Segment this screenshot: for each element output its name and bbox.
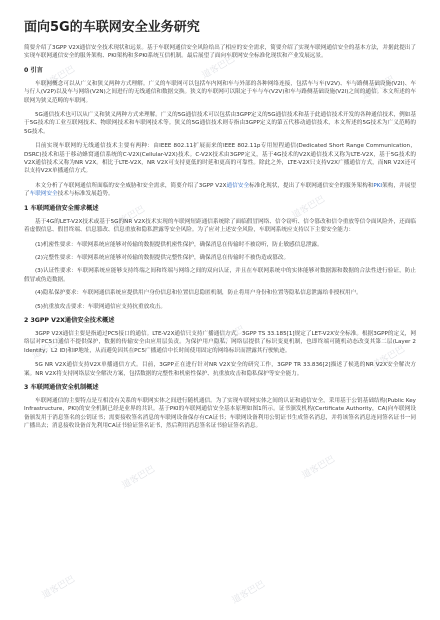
article-body xyxy=(24,20,416,437)
watermark: 道客巴巴 xyxy=(370,344,407,372)
paragraph-text: 架构，并展望了 xyxy=(24,182,416,198)
watermark: 道客巴巴 xyxy=(360,74,397,102)
paragraph: 基于4G的LET-V2X技术或基于5G的NR V2X技术实现的车联网短距通信系统除了面临假冒网络、信令窃听、信令篡改和信令重放等信令面风险外，还面临着虚假信息、假冒终端、信息篡改、信息重放和隐私泄露等安全风险。为了应对上述安全风险，车联网系统应支持以下主要安全能力： xyxy=(24,218,416,234)
paragraph-text: 标准化现状，提出了车联网通信安全的服务架构和 xyxy=(249,182,374,189)
section-heading-security-requirements: 1 车联网通信安全需求概述 xyxy=(24,204,99,212)
paragraph: 车联网概念可以从广义和狭义两种方式理解。广义的车联网可以包括车内网和车与外部的各种网络连接，包括车与车(V2V)、车与路侧基础设施(V2I)、车与行人(V2P)以及车与网络(V2N)之间进行的无线通信和数据交换。狭义的车联网可以限定于车与车(V2V)和车与路侧基础设施(V2I)之间的通信。本文所述的车联网为狭义范畴的车联网。 xyxy=(24,80,416,104)
paragraph-text: 本文分析了车联网通信所面临的安全威胁和安全需求，简要介绍了3GPP V2X xyxy=(35,182,227,189)
list-item: (2)完整性要求：车联网系统应能够对传输的数据提供完整性保护，确保消息在传输时不被伪造或篡改。 xyxy=(35,254,290,261)
watermark: 道客巴巴 xyxy=(110,204,147,232)
watermark: 道客巴巴 xyxy=(200,54,237,82)
paragraph: 3GPP V2X通信主要是指通过PC5接口的通信。LTE-V2X通信只支持广播通信方式。3GPP TS 33.185[1]规定了LET-V2X安全标准。根据3GPP的定义，网络层对PC5口通信不提供保护，数据的传输安全由应用层负责。为保护用户隐私，网络层提供了标识变更机制，也即终端可随机动态改变其第二层(Layer 2 Identity，L2 ID)和IP地址，从而避免因其在PC5广播通信中长时间使用固定的网络标识而泄露其行驶轨迹。 xyxy=(24,330,416,354)
watermark: 道客巴巴 xyxy=(40,64,77,92)
watermark: 道客巴巴 xyxy=(120,464,157,492)
paragraph: 5G通信技术也可以从广义和狭义两种方式来理解。广义的5G通信技术可以包括由3GPP定义的5G通信技术和基于此通信技术开发的各种通信技术，例如基于5G技术的工业互联网技术、物联网技术和车联网技术等。狭义的5G通信技术则专指由3GPP定义的第五代移动通信技术，本文所述的5G技术为广义范畴的5G技术。 xyxy=(24,112,416,135)
section-heading-security-mechanism: 3 车联网通信安全机制概述 xyxy=(24,383,99,391)
watermark: 道客巴巴 xyxy=(40,574,77,602)
paragraph: 车联网通信的主要特点是互相没有关系的车联网实体之间进行随机通信。为了实现车联网实体之间的认证和通信安全，采用基于公钥基础结构(Public Key Infrastructure，PKI)的安全机制已经是业界的共识。基于PKI的车联网通信安全基本原理如图1所示。证书颁发机构(Certificate Authority，CA)向车联网设备颁发用于消息签名的公钥证书；需要接收签名消息的车联网设备保存有CA证书；车联网设备利用公钥证书生成签名消息，并将该签名消息连同签名证书一同广播出去；消息接收设备首先利用CA证书验证签名证书，然后利用消息签名证书验证签名消息。 xyxy=(24,397,416,430)
list-item: (4)隐私保护要求：车联网通信系统应提供用户身份信息和位置信息隐匿机制，防止将用户身份和位置等隐私信息泄露给非授权用户。 xyxy=(35,290,362,297)
link-pki[interactable]: PKI xyxy=(373,182,383,189)
link-vehicle-network-security[interactable]: 车联网安全 xyxy=(29,191,58,198)
list-item: (5)抗重放攻击要求：车联网通信应支持抗重放攻击。 xyxy=(35,303,166,310)
link-communication-security[interactable]: 通信安全 xyxy=(226,182,250,189)
abstract-paragraph: 简要介绍了3GPP V2X通信安全技术现状和远景。基于车联网通信安全风险给出了相应的安全需求，简要介绍了实现车联网通信安全的基本方法，并据此提出了实现车联网通信安全的服务架构、PKI架构和多PKI系统互信机制。最后展望了面向车联网安全标准化现状和产业发展远景。 xyxy=(24,45,416,60)
watermark: 道客巴巴 xyxy=(230,579,267,607)
watermark: 道客巴巴 xyxy=(290,194,327,222)
paragraph: 5G NR V2X通信支持V2X单播通信方式。目前，3GPP正在进行针对NR V2X安全的研究工作，3GPP TR 33.836[2]描述了候选的NR V2X安全解决方案。NR V2X将支持网络层安全解决方案，包括数据的完整性和机密性保护、抗重放攻击和隐私保护等安全能力。 xyxy=(24,362,416,377)
watermark: 道客巴巴 xyxy=(30,334,67,362)
paragraph-with-links xyxy=(24,182,416,199)
page-title: 面向5G的车联网安全业务研究 xyxy=(24,20,200,35)
section-heading-introduction: 0 引言 xyxy=(24,66,43,74)
paragraph: 目前实现车联网的无线通信技术主要有两种：由IEEE 802.11扩展而来的IEEE 802.11p专用短程通信(Dedicated Short Range Communication，DSRC)技术和基于移动蜂窝通信系统的C-V2X(Cellular-V2X)技术。C-V2X技术由3GPP定义，基于4G技术的V2X通信技术又称为LTE-V2X，基于5G技术的V2X通信技术又称为NR V2X。相比于LTE-V2X，NR V2X可支持更低的时延和更高的可靠性。除此之外，LTE-V2X只支持V2X广播通信方式，而NR V2X还可以支持V2X单播通信方式。 xyxy=(24,143,416,175)
list-item: (1)机密性要求：车联网系统应能够对传输的数据提供机密性保护，确保消息在传输时不被窃听，防止敏感信息泄露。 xyxy=(35,241,323,248)
list-item: (3)认证性要求：车联网系统应能够支持终端之间和终端与网络之间的双向认证，并且在车联网系统中的实体能够对数据源和数据的合法性进行验证，防止假冒或伪造数据。 xyxy=(24,268,416,283)
section-heading-3gpp-v2x: 2 3GPP V2X通信安全技术概述 xyxy=(24,316,115,324)
paragraph-text: 技术与标准发展趋势。 xyxy=(57,191,114,198)
watermark: 道客巴巴 xyxy=(210,324,247,352)
watermark: 道客巴巴 xyxy=(300,454,337,482)
